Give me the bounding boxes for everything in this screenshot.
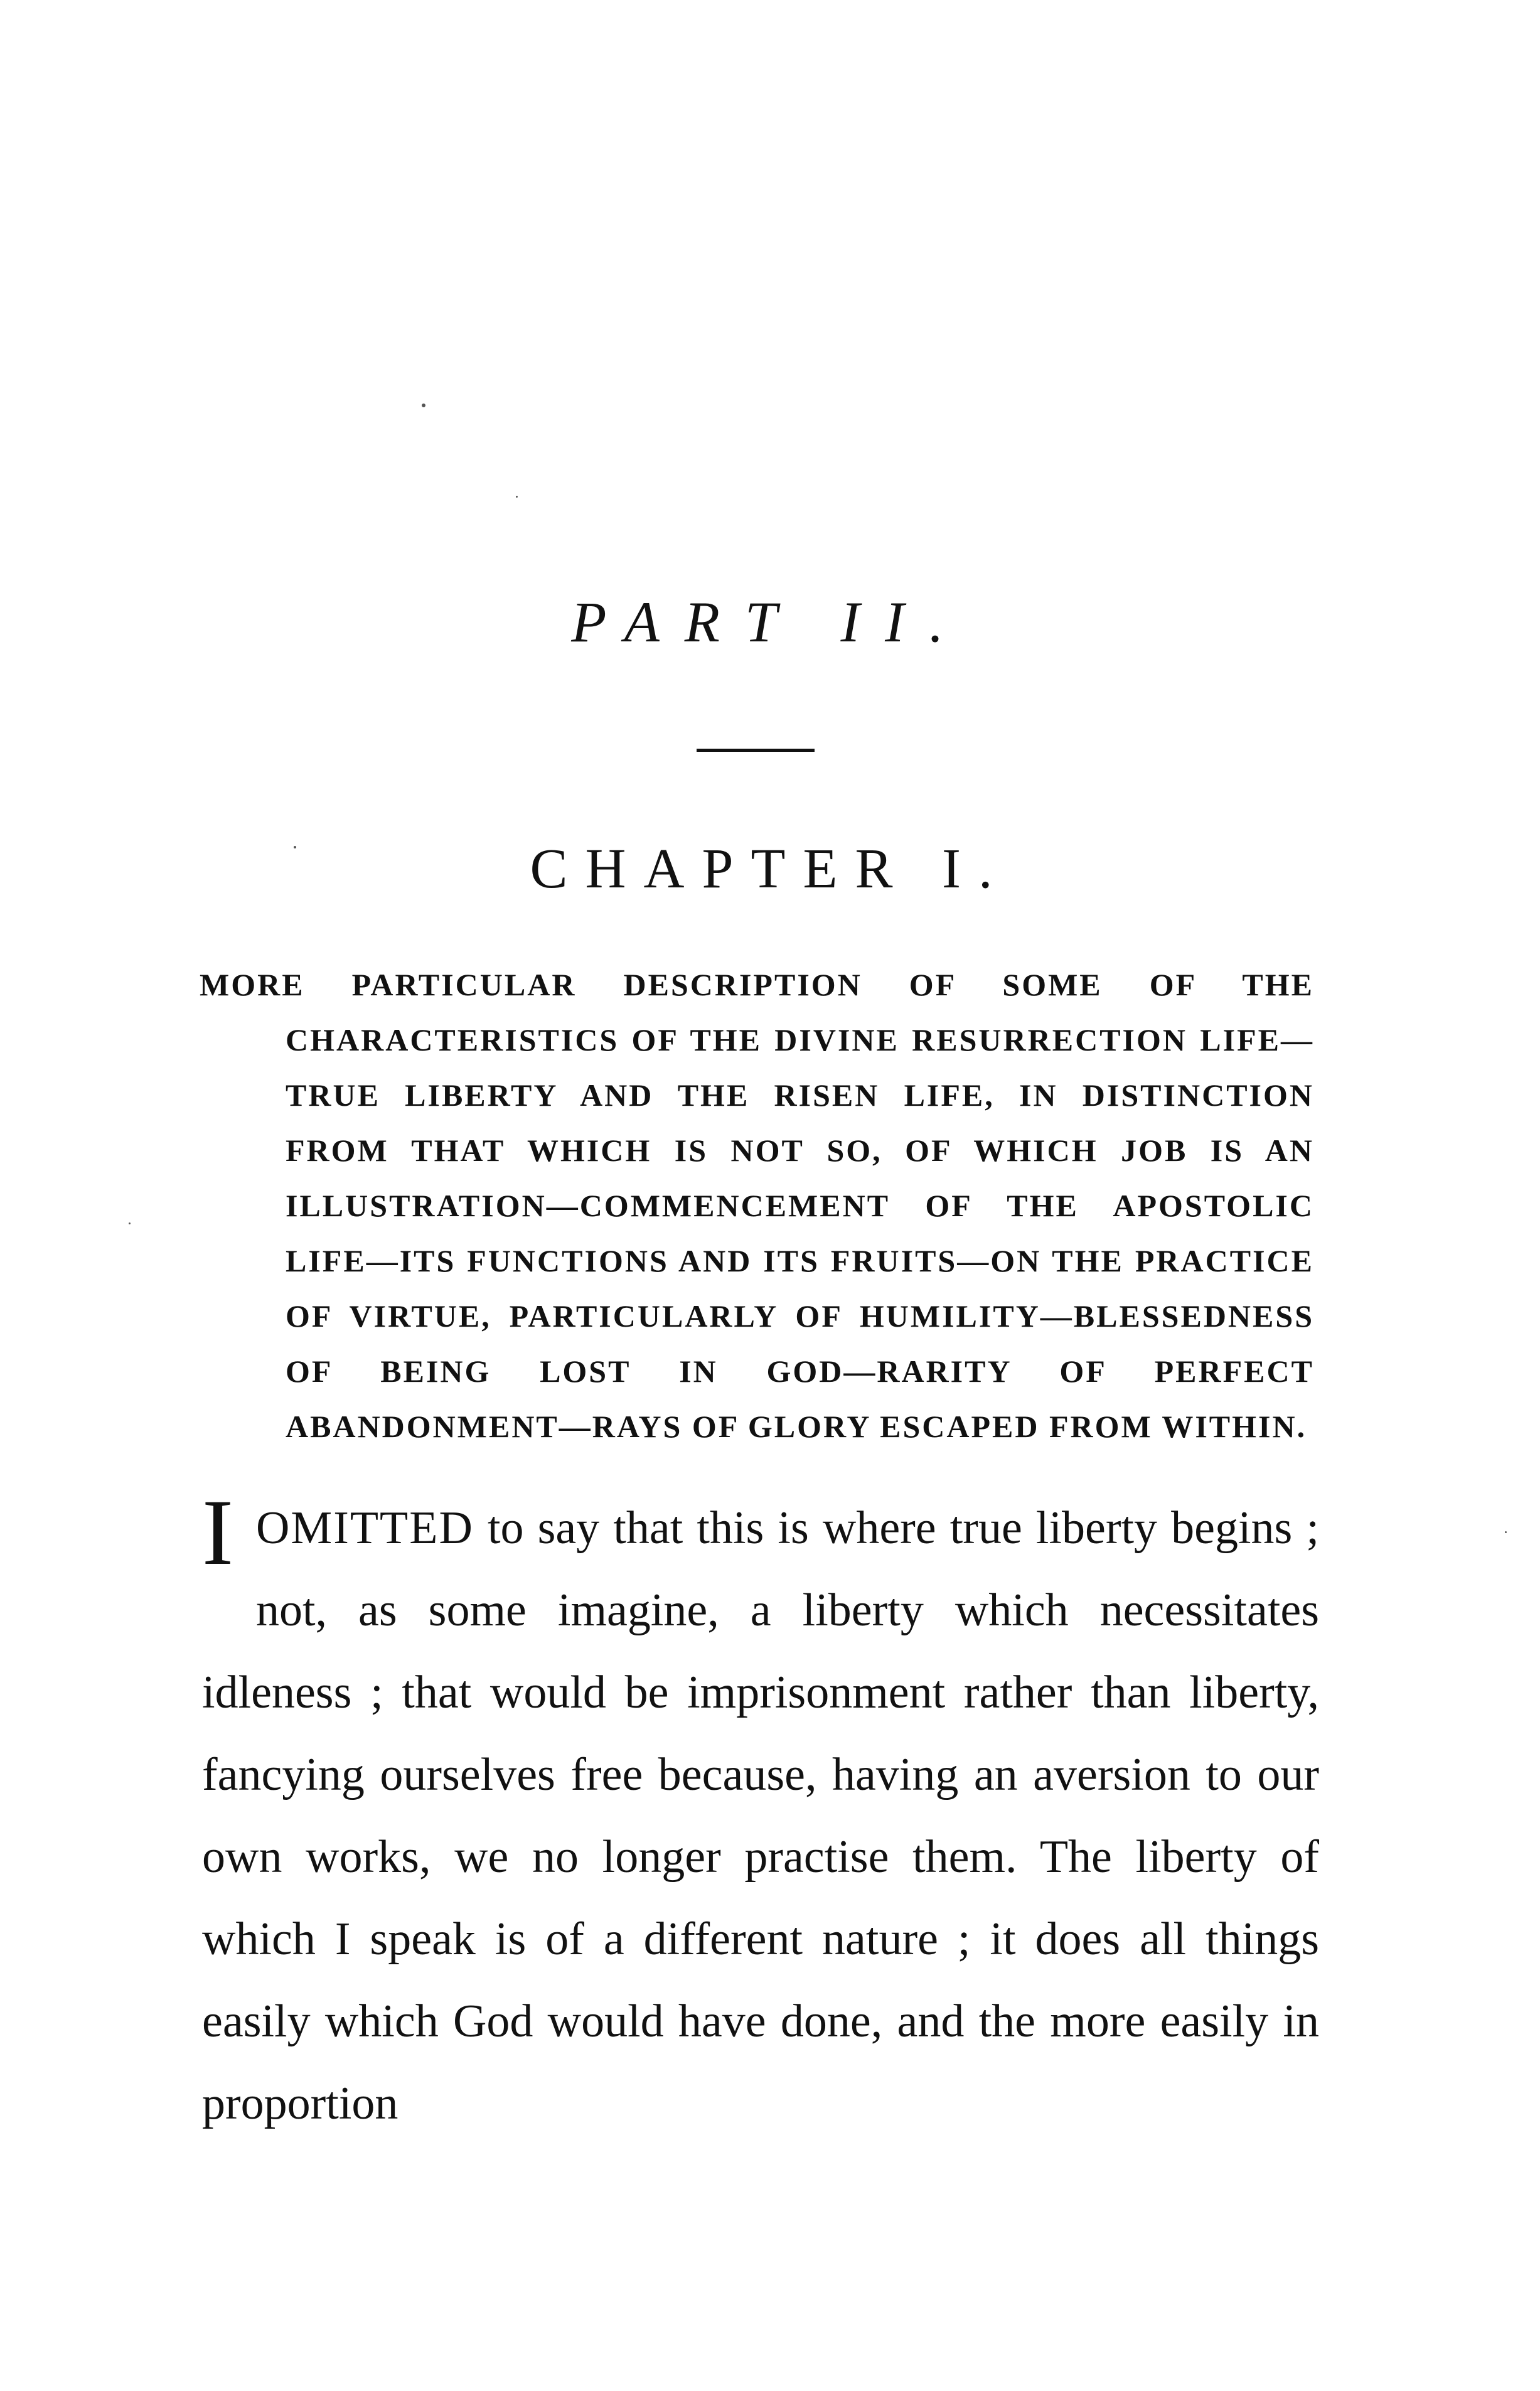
scan-speck (1505, 1531, 1507, 1533)
part-heading: PART II. (571, 590, 969, 654)
scan-speck (516, 496, 518, 498)
scan-speck (422, 404, 425, 407)
scan-speck (129, 1222, 131, 1224)
heading-divider (697, 749, 815, 752)
drop-cap: I (202, 1480, 233, 1585)
paragraph-text: to say that this is where true liberty begins ; not, as some imagine, a liberty which necessitates idleness ; that would be imprisonment rather than liberty, fancying ourselves free because, having an aversion to our own works, we no longer practise them. The liberty of which I speak is of a different nature ; it does all things easily which God would have done, and the more easily in proportion (202, 1502, 1319, 2129)
body-paragraph (202, 1480, 1319, 2145)
chapter-heading: CHAPTER I. (530, 838, 1010, 900)
opening-caps: OMITTED (255, 1502, 474, 1554)
chapter-synopsis: MORE PARTICULAR DESCRIPTION OF SOME OF THE CHARACTERISTICS OF THE DIVINE RESURRECTION LIFE—TRUE LIBERTY AND THE RISEN LIFE, IN DISTINCTION FROM THAT WHICH IS NOT SO, OF WHICH JOB IS AN ILLUSTRATION—COMMENCEMENT OF THE APOSTOLIC LIFE—ITS FUNCTIONS AND ITS FRUITS—ON THE PRACTICE OF VIRTUE, PARTICULARLY OF HUMILITY—BLESSEDNESS OF BEING LOST IN GOD—RARITY OF PERFECT ABANDONMENT—RAYS OF GLORY ESCAPED FROM WITHIN. (200, 967, 1314, 1444)
